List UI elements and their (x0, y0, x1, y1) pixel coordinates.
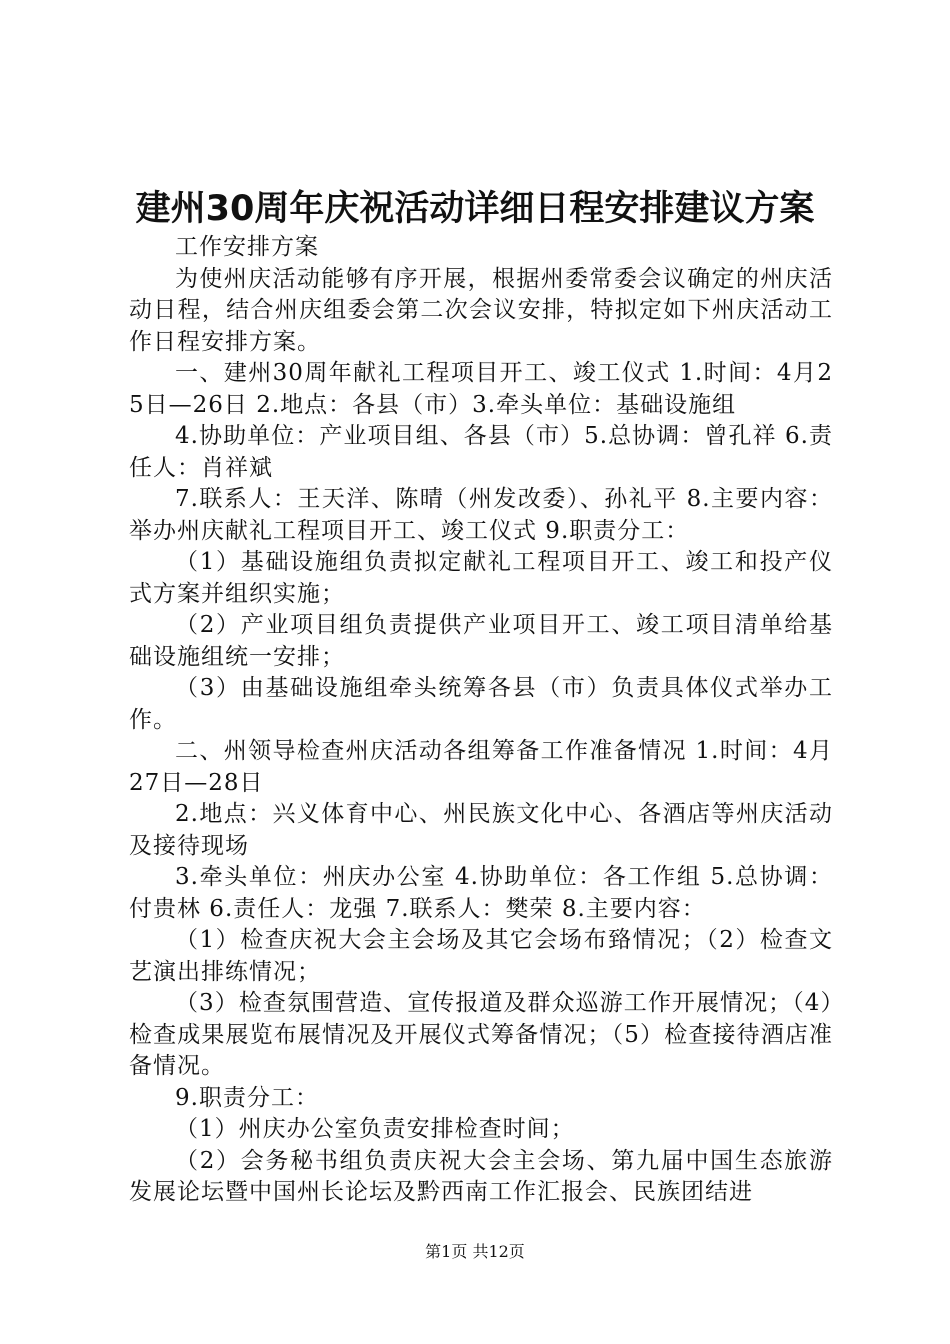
paragraph: 2.地点：兴义体育中心、州民族文化中心、各酒店等州庆活动及接待现场 (129, 801, 833, 859)
paragraph: （1）检查庆祝大会主会场及其它会场布臵情况；（2）检查文艺演出排练情况； (129, 927, 833, 985)
paragraph: 7.联系人：王天洋、陈晴（州发改委）、孙礼平 8.主要内容：举办州庆献礼工程项目开工、竣工仪式 9.职责分工： (129, 486, 833, 544)
paragraph: 工作安排方案 (175, 234, 319, 260)
page-footer: 第1页 共12页 (425, 1242, 525, 1261)
paragraph: 一、建州30周年献礼工程项目开工、竣工仪式 1.时间：4月25日—26日 2.地点：各县（市）3.牵头单位：基础设施组 (129, 360, 833, 418)
paragraph: 9.职责分工： (175, 1084, 319, 1111)
paragraph: 3.牵头单位：州庆办公室 4.协助单位：各工作组 5.总协调：付贵林 6.责任人：龙强 7.联系人：樊荣 8.主要内容： (129, 864, 833, 922)
paragraph: （3）检查氛围营造、宣传报道及群众巡游工作开展情况；（4）检查成果展览布展情况及开展仪式筹备情况；（5）检查接待酒店准备情况。 (129, 990, 833, 1079)
paragraph: （3）由基础设施组牵头统筹各县（市）负责具体仪式举办工作。 (129, 675, 833, 733)
paragraph: （2）会务秘书组负责庆祝大会主会场、第九届中国生态旅游发展论坛暨中国州长论坛及黔西南工作汇报会、民族团结进 (129, 1147, 833, 1205)
paragraph: 二、州领导检查州庆活动各组筹备工作准备情况 1.时间：4月27日—28日 (129, 738, 833, 796)
document-body (129, 232, 833, 1209)
paragraph: 为使州庆活动能够有序开展，根据州委常委会议确定的州庆活动日程，结合州庆组委会第二次会议安排，特拟定如下州庆活动工作日程安排方案。 (129, 265, 833, 355)
paragraph: （1）州庆办公室负责安排检查时间； (175, 1116, 575, 1142)
document-title: 建州30周年庆祝活动详细日程安排建议方案 (135, 189, 815, 229)
paragraph: 4.协助单位：产业项目组、各县（市）5.总协调：曾孔祥 6.责任人：肖祥斌 (129, 423, 833, 481)
paragraph: （2）产业项目组负责提供产业项目开工、竣工项目清单给基础设施组统一安排； (129, 612, 833, 670)
paragraph: （1）基础设施组负责拟定献礼工程项目开工、竣工和投产仪式方案并组织实施； (129, 549, 833, 607)
